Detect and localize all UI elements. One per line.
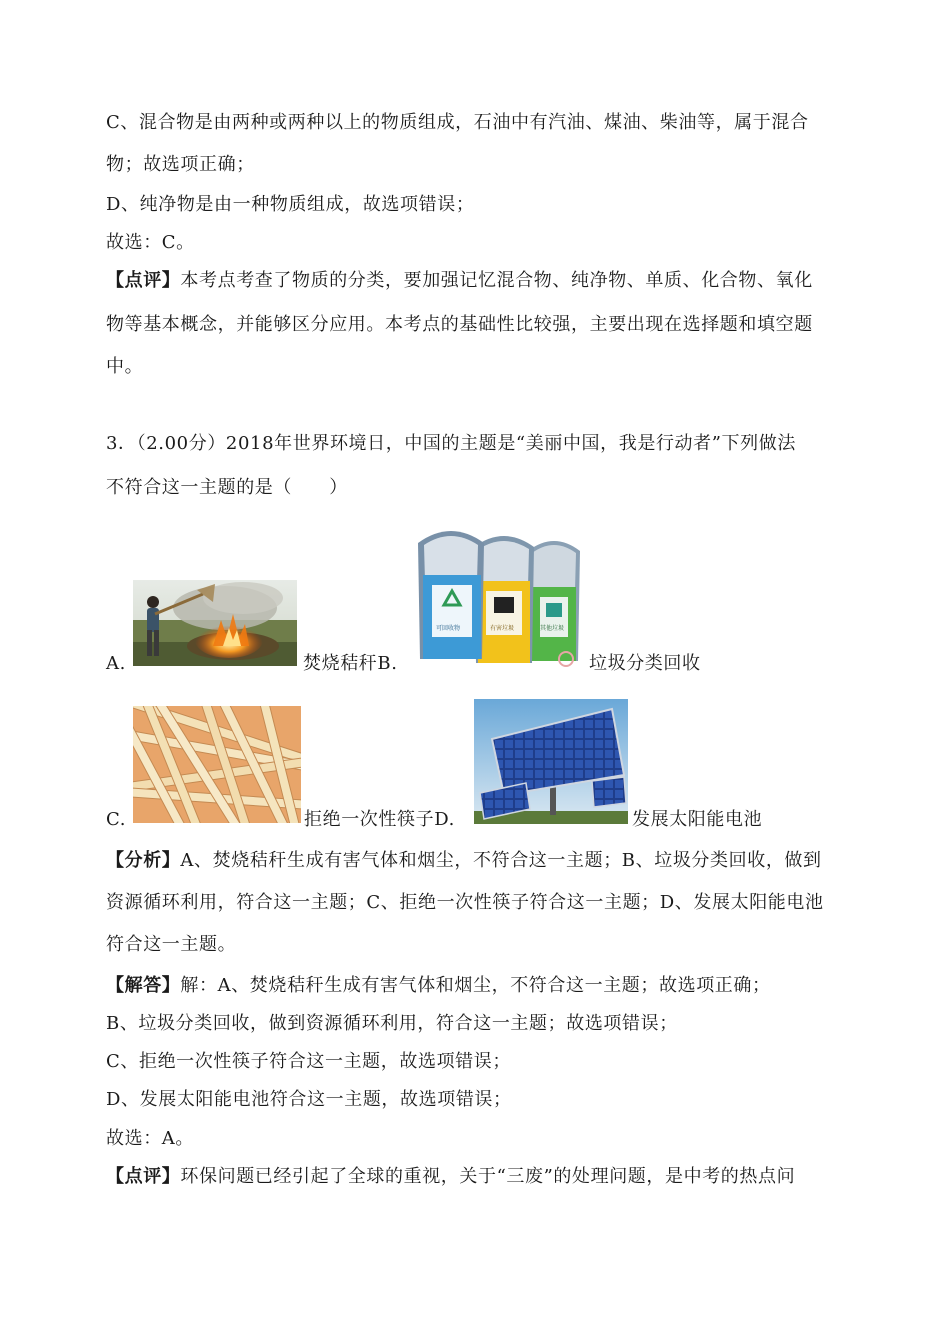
burning-straw-image xyxy=(133,580,297,666)
option-c-letter: C. xyxy=(106,809,127,830)
prev-option-c-line1: C、混合物是由两种或两种以上的物质组成，石油中有汽油、煤油、柴油等，属于混合 xyxy=(106,112,809,133)
question-3-stem-line1: 3．（2.00分）2018年世界环境日，中国的主题是“美丽中国，我是行动者”下列做法 xyxy=(106,433,796,454)
recyclable-label: 可回收物 xyxy=(436,625,461,632)
option-d-text: 发展太阳能电池 xyxy=(632,809,763,830)
q3-comment-tag: 【点评】 xyxy=(106,1166,181,1187)
analysis-tag: 【分析】 xyxy=(106,850,181,871)
option-a-label: 焚烧秸秆 xyxy=(303,653,378,674)
comment-text: 本考点考查了物质的分类，要加强记忆混合物、纯净物、单质、化合物、氧化 xyxy=(180,270,813,291)
comment-tag: 【点评】 xyxy=(106,270,181,291)
other-label: 其他垃圾 xyxy=(540,625,565,632)
prev-comment-line3: 中。 xyxy=(106,356,144,377)
solar-panels-image xyxy=(474,699,628,824)
solution-tag: 【解答】 xyxy=(106,975,181,996)
option-b-text: 垃圾分类回收 xyxy=(589,653,701,674)
option-b-letter: B. xyxy=(377,653,398,674)
solution-line1 xyxy=(106,974,771,998)
solution-answer: 故选：A。 xyxy=(106,1128,194,1149)
solution-text: 解：A、焚烧秸秆生成有害气体和烟尘，不符合这一主题；故选项正确； xyxy=(180,975,771,996)
prev-comment-line1 xyxy=(106,269,813,293)
analysis-line1 xyxy=(106,849,822,873)
prev-option-d: D、纯净物是由一种物质组成，故选项错误； xyxy=(106,194,475,215)
solution-line3: C、拒绝一次性筷子符合这一主题，故选项错误； xyxy=(106,1051,511,1072)
option-d-letter: D. xyxy=(434,809,455,830)
question-3-stem-line2: 不符合这一主题的是（ ） xyxy=(106,477,348,498)
prev-option-c-line2: 物；故选项正确； xyxy=(106,154,255,175)
solution-line4: D、发展太阳能电池符合这一主题，故选项错误； xyxy=(106,1089,512,1110)
chopsticks-image xyxy=(133,706,301,823)
analysis-line2: 资源循环利用，符合这一主题；C、拒绝一次性筷子符合这一主题；D、发展太阳能电池 xyxy=(106,892,824,913)
analysis-text: A、焚烧秸秆生成有害气体和烟尘，不符合这一主题；B、垃圾分类回收，做到 xyxy=(180,850,822,871)
option-c-text xyxy=(304,808,455,832)
option-a-text xyxy=(303,652,398,676)
option-c-label: 拒绝一次性筷子 xyxy=(304,809,435,830)
q3-comment-line1 xyxy=(106,1165,795,1189)
solution-line2: B、垃圾分类回收，做到资源循环利用，符合这一主题；故选项错误； xyxy=(106,1013,678,1034)
q3-comment-text: 环保问题已经引起了全球的重视，关于“三废”的处理问题，是中考的热点问 xyxy=(180,1166,796,1187)
prev-comment-line2: 物等基本概念，并能够区分应用。本考点的基础性比较强，主要出现在选择题和填空题 xyxy=(106,314,813,335)
option-a-letter: A. xyxy=(106,653,126,674)
hazardous-label: 有害垃圾 xyxy=(490,625,515,632)
recycling-bins-image xyxy=(416,523,586,668)
analysis-line3: 符合这一主题。 xyxy=(106,934,237,955)
prev-answer: 故选：C。 xyxy=(106,232,195,253)
